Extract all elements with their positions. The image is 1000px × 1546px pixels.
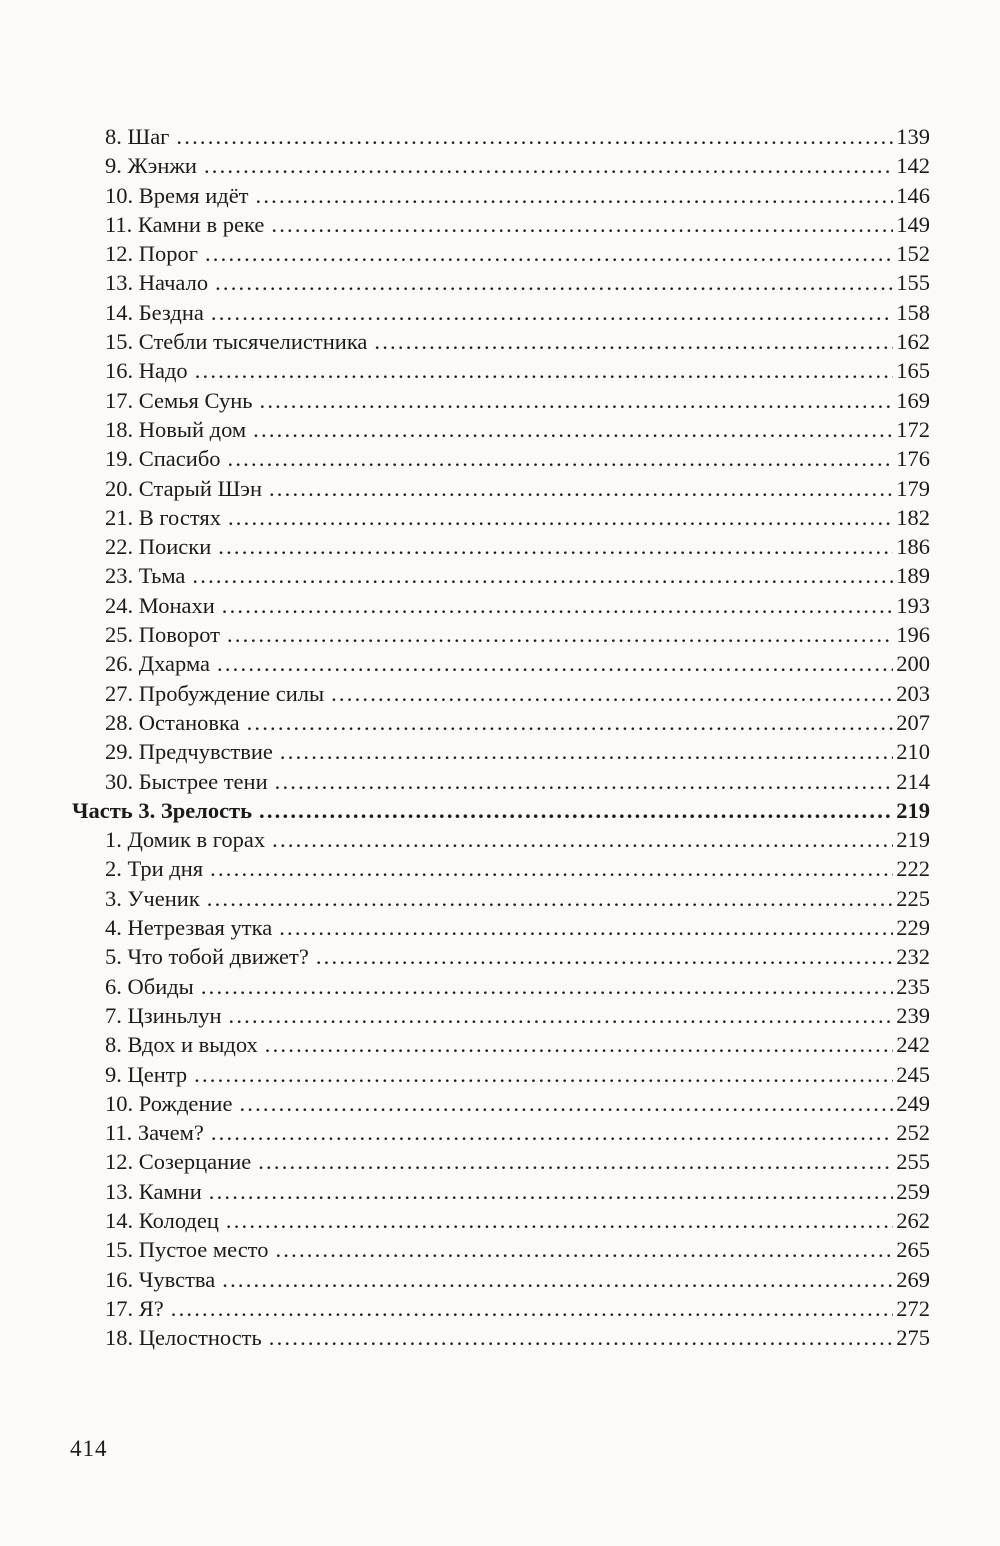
toc-entry: [72, 591, 930, 620]
toc-entry-title: 19. Спасибо: [105, 446, 221, 472]
toc-entry: [72, 268, 930, 297]
toc-entry: [72, 884, 930, 913]
toc-entry-page: 207: [896, 709, 930, 735]
toc-entry-title: 3. Ученик: [105, 885, 200, 911]
toc-entry-page: 229: [896, 915, 930, 941]
toc-dot-leader: [218, 532, 893, 561]
toc-entry: [72, 825, 930, 854]
toc-entry-title: 16. Чувства: [105, 1266, 216, 1292]
toc-entry: [72, 561, 930, 590]
toc-entry: [72, 503, 930, 532]
toc-entry-page: 155: [896, 270, 930, 296]
toc-dot-leader: [192, 561, 893, 590]
toc-entry-title: 2. Три дня: [105, 856, 204, 882]
toc-entry-title: 18. Целостность: [105, 1325, 262, 1351]
toc-entry: [72, 1323, 930, 1352]
toc-dot-leader: [275, 1235, 893, 1264]
toc-entry-page: 182: [896, 504, 930, 530]
toc-entry-title: 17. Семья Сунь: [105, 387, 253, 413]
toc-entry: [72, 1206, 930, 1235]
toc-entry-title: Часть 3. Зрелость: [72, 797, 253, 823]
toc-entry-page: 262: [896, 1207, 930, 1233]
toc-dot-leader: [195, 356, 894, 385]
toc-dot-leader: [217, 649, 893, 678]
toc-entry-title: 6. Обиды: [105, 973, 194, 999]
toc-dot-leader: [229, 1001, 894, 1030]
toc-entry: [72, 1294, 930, 1323]
toc-entry-page: 235: [896, 973, 930, 999]
toc-entry: [72, 708, 930, 737]
toc-entry-page: 272: [896, 1295, 930, 1321]
toc-entry: [72, 1030, 930, 1059]
toc-entry: [72, 386, 930, 415]
toc-entry: [72, 854, 930, 883]
toc: [72, 122, 930, 1352]
page-number: 414: [70, 1436, 108, 1461]
toc-entry-title: 4. Нетрезвая утка: [105, 915, 273, 941]
toc-entry-page: 165: [896, 358, 930, 384]
toc-entry-page: 149: [896, 211, 930, 237]
toc-entry: [72, 1118, 930, 1147]
toc-entry-title: 9. Центр: [105, 1061, 188, 1087]
toc-dot-leader: [258, 1147, 893, 1176]
toc-entry-page: 193: [896, 592, 930, 618]
toc-dot-leader: [316, 942, 893, 971]
toc-entry: [72, 1265, 930, 1294]
toc-dot-leader: [207, 884, 894, 913]
toc-entry-page: 275: [896, 1325, 930, 1351]
toc-entry-page: 245: [896, 1061, 930, 1087]
toc-entry-page: 255: [896, 1149, 930, 1175]
toc-entry-page: 186: [896, 534, 930, 560]
toc-dot-leader: [205, 239, 893, 268]
toc-entry-title: 22. Поиски: [105, 534, 212, 560]
toc-entry-page: 196: [896, 622, 930, 648]
toc-entry: [72, 913, 930, 942]
toc-entry-page: 239: [896, 1002, 930, 1028]
toc-dot-leader: [211, 1118, 893, 1147]
toc-dot-leader: [280, 737, 893, 766]
toc-entry: [72, 620, 930, 649]
toc-entry-title: 25. Поворот: [105, 622, 221, 648]
toc-dot-leader: [194, 1060, 893, 1089]
toc-entry-page: 265: [896, 1237, 930, 1263]
toc-entry-title: 13. Начало: [105, 270, 209, 296]
toc-dot-leader: [279, 913, 893, 942]
toc-entry: [72, 1147, 930, 1176]
toc-dot-leader: [228, 444, 894, 473]
toc-entry: [72, 474, 930, 503]
toc-dot-leader: [256, 181, 894, 210]
toc-dot-leader: [275, 767, 894, 796]
toc-entry: [72, 1177, 930, 1206]
toc-dot-leader: [271, 210, 893, 239]
toc-entry-title: 16. Надо: [105, 358, 188, 384]
toc-entry-title: 30. Быстрее тени: [105, 768, 268, 794]
toc-entry-page: 214: [896, 768, 930, 794]
toc-entry: [72, 151, 930, 180]
toc-dot-leader: [228, 503, 893, 532]
toc-entry-page: 152: [896, 241, 930, 267]
toc-entry: [72, 532, 930, 561]
toc-entry: [72, 1001, 930, 1030]
toc-dot-leader: [204, 151, 893, 180]
toc-entry-page: 179: [896, 475, 930, 501]
toc-dot-leader: [201, 972, 893, 1001]
toc-entry-page: 200: [896, 651, 930, 677]
toc-entry-title: 13. Камни: [105, 1178, 202, 1204]
toc-dot-leader: [215, 268, 893, 297]
toc-dot-leader: [247, 708, 894, 737]
toc-entry-title: 18. Новый дом: [105, 416, 247, 442]
toc-entry: [72, 972, 930, 1001]
toc-entry-title: 10. Рождение: [105, 1090, 233, 1116]
toc-dot-leader: [211, 298, 893, 327]
toc-entry: [72, 737, 930, 766]
toc-entry-page: 219: [896, 797, 930, 823]
toc-entry-page: 189: [896, 563, 930, 589]
toc-entry-page: 232: [896, 944, 930, 970]
toc-entry-title: 17. Я?: [105, 1295, 164, 1321]
toc-entry-title: 21. В гостях: [105, 504, 221, 530]
toc-dot-leader: [171, 1294, 894, 1323]
toc-dot-leader: [331, 679, 893, 708]
toc-entry: [72, 796, 930, 825]
toc-dot-leader: [374, 327, 893, 356]
toc-dot-leader: [222, 591, 893, 620]
toc-entry-title: 15. Стебли тысячелистника: [105, 329, 368, 355]
toc-entry-title: 23. Тьма: [105, 563, 186, 589]
toc-entry: [72, 181, 930, 210]
toc-entry: [72, 649, 930, 678]
toc-dot-leader: [222, 1265, 893, 1294]
toc-entry-title: 14. Бездна: [105, 299, 204, 325]
toc-entry-page: 162: [896, 329, 930, 355]
toc-dot-leader: [253, 415, 893, 444]
toc-dot-leader: [209, 1177, 893, 1206]
toc-dot-leader: [265, 1030, 893, 1059]
toc-entry-title: 29. Предчувствие: [105, 739, 273, 765]
toc-entry-title: 12. Созерцание: [105, 1149, 252, 1175]
toc-entry-title: 14. Колодец: [105, 1207, 219, 1233]
toc-entry-title: 15. Пустое место: [105, 1237, 269, 1263]
toc-entry: [72, 415, 930, 444]
toc-entry-title: 1. Домик в горах: [105, 827, 266, 853]
toc-entry-page: 219: [896, 827, 930, 853]
toc-entry-page: 176: [896, 446, 930, 472]
toc-entry-page: 242: [896, 1032, 930, 1058]
toc-dot-leader: [269, 474, 893, 503]
toc-entry-page: 169: [896, 387, 930, 413]
toc-entry-title: 8. Шаг: [105, 124, 170, 149]
toc-dot-leader: [259, 796, 893, 825]
toc-entry-page: 249: [896, 1090, 930, 1116]
toc-dot-leader: [269, 1323, 893, 1352]
toc-dot-leader: [210, 854, 893, 883]
toc-entry: [72, 122, 930, 151]
toc-entry-page: 210: [896, 739, 930, 765]
toc-entry: [72, 767, 930, 796]
toc-entry-page: 158: [896, 299, 930, 325]
toc-entry: [72, 298, 930, 327]
toc-dot-leader: [176, 122, 893, 151]
toc-dot-leader: [239, 1089, 893, 1118]
toc-entry-title: 11. Зачем?: [105, 1120, 204, 1146]
toc-entry-page: 222: [896, 856, 930, 882]
toc-dot-leader: [260, 386, 894, 415]
toc-entry: [72, 942, 930, 971]
toc-entry: [72, 1235, 930, 1264]
toc-entry-page: 146: [896, 182, 930, 208]
toc-entry: [72, 679, 930, 708]
toc-entry-page: 252: [896, 1120, 930, 1146]
toc-entry-title: 12. Порог: [105, 241, 198, 267]
toc-entry: [72, 1060, 930, 1089]
toc-entry-title: 7. Цзиньлун: [105, 1002, 222, 1028]
toc-entry-title: 9. Жэнжи: [105, 153, 197, 179]
toc-entry: [72, 356, 930, 385]
toc-entry-title: 26. Дхарма: [105, 651, 211, 677]
toc-entry-page: 139: [896, 124, 930, 149]
toc-entry-page: 172: [896, 416, 930, 442]
toc-entry-title: 20. Старый Шэн: [105, 475, 262, 501]
toc-dot-leader: [227, 620, 893, 649]
toc-entry: [72, 239, 930, 268]
toc-entry: [72, 327, 930, 356]
toc-entry-page: 259: [896, 1178, 930, 1204]
toc-entry: [72, 210, 930, 239]
toc-entry-title: 10. Время идёт: [105, 182, 249, 208]
toc-dot-leader: [226, 1206, 893, 1235]
toc-entry-title: 27. Пробуждение силы: [105, 680, 325, 706]
toc-entry: [72, 444, 930, 473]
toc-entry-page: 269: [896, 1266, 930, 1292]
toc-entry-page: 203: [896, 680, 930, 706]
toc-entry-page: 225: [896, 885, 930, 911]
toc-entry-title: 5. Что тобой движет?: [105, 944, 309, 970]
toc-entry-title: 28. Остановка: [105, 709, 240, 735]
toc-dot-leader: [272, 825, 893, 854]
toc-entry-title: 8. Вдох и выдох: [105, 1032, 258, 1058]
toc-entry: [72, 1089, 930, 1118]
toc-entry-title: 24. Монахи: [105, 592, 215, 618]
toc-entry-title: 11. Камни в реке: [105, 211, 265, 237]
toc-entry-page: 142: [896, 153, 930, 179]
